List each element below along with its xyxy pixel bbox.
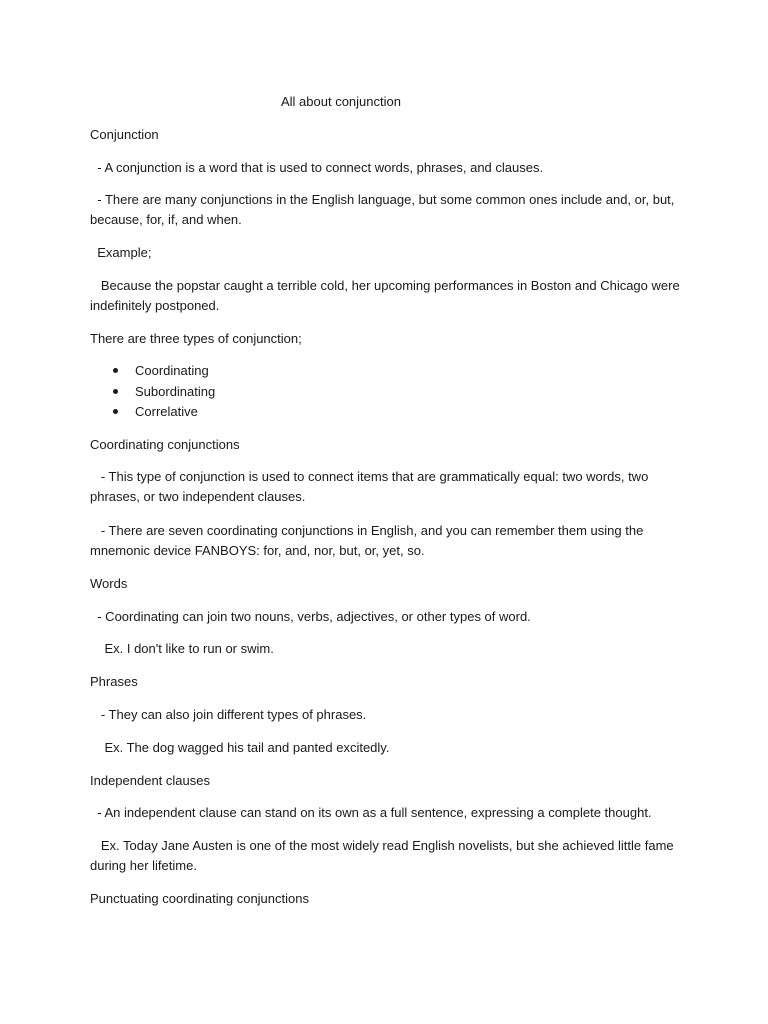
list-item: Subordinating	[110, 382, 215, 403]
bullet-icon	[113, 409, 118, 414]
heading-phrases: Phrases	[90, 674, 138, 689]
label-example: Example;	[90, 245, 152, 260]
bullet-icon	[113, 389, 118, 394]
paragraph-common-conjunctions: - There are many conjunctions in the English language, but some common ones include and, or, but, because, for, if, and when.	[90, 192, 679, 227]
paragraph-example-sentence: Because the popstar caught a terrible cold, her upcoming performances in Boston and Chicago were indefinitely postponed.	[90, 278, 684, 313]
list-item: Correlative	[110, 402, 215, 423]
paragraph-independent-clauses: - An independent clause can stand on its own as a full sentence, expressing a complete thought.	[90, 805, 652, 820]
heading-independent-clauses: Independent clauses	[90, 773, 210, 788]
heading-coordinating-conjunctions: Coordinating conjunctions	[90, 437, 240, 452]
paragraph-definition: - A conjunction is a word that is used to connect words, phrases, and clauses.	[90, 160, 544, 175]
list-item: Coordinating	[110, 361, 215, 382]
paragraph-phrases: - They can also join different types of phrases.	[90, 707, 367, 722]
example-phrases: Ex. The dog wagged his tail and panted excitedly.	[90, 740, 390, 755]
paragraph-three-types: There are three types of conjunction;	[90, 331, 302, 346]
types-bullet-list	[110, 361, 215, 423]
paragraph-coordinating-definition: - This type of conjunction is used to connect items that are grammatically equal: two words, two phrases, or two independent clauses.	[90, 469, 652, 504]
page-title: All about conjunction	[281, 94, 401, 109]
paragraph-fanboys: - There are seven coordinating conjunctions in English, and you can remember them using the mnemonic device FANBOYS: for, and, nor, but, or, yet, so.	[90, 523, 647, 558]
heading-words: Words	[90, 576, 128, 591]
heading-conjunction: Conjunction	[90, 127, 159, 142]
example-words: Ex. I don't like to run or swim.	[90, 641, 274, 656]
example-independent-clauses: Ex. Today Jane Austen is one of the most widely read English novelists, but she achieved little fame during her lifetime.	[90, 838, 678, 873]
bullet-icon	[113, 368, 118, 373]
paragraph-words: - Coordinating can join two nouns, verbs, adjectives, or other types of word.	[90, 609, 531, 624]
heading-punctuating: Punctuating coordinating conjunctions	[90, 891, 309, 906]
